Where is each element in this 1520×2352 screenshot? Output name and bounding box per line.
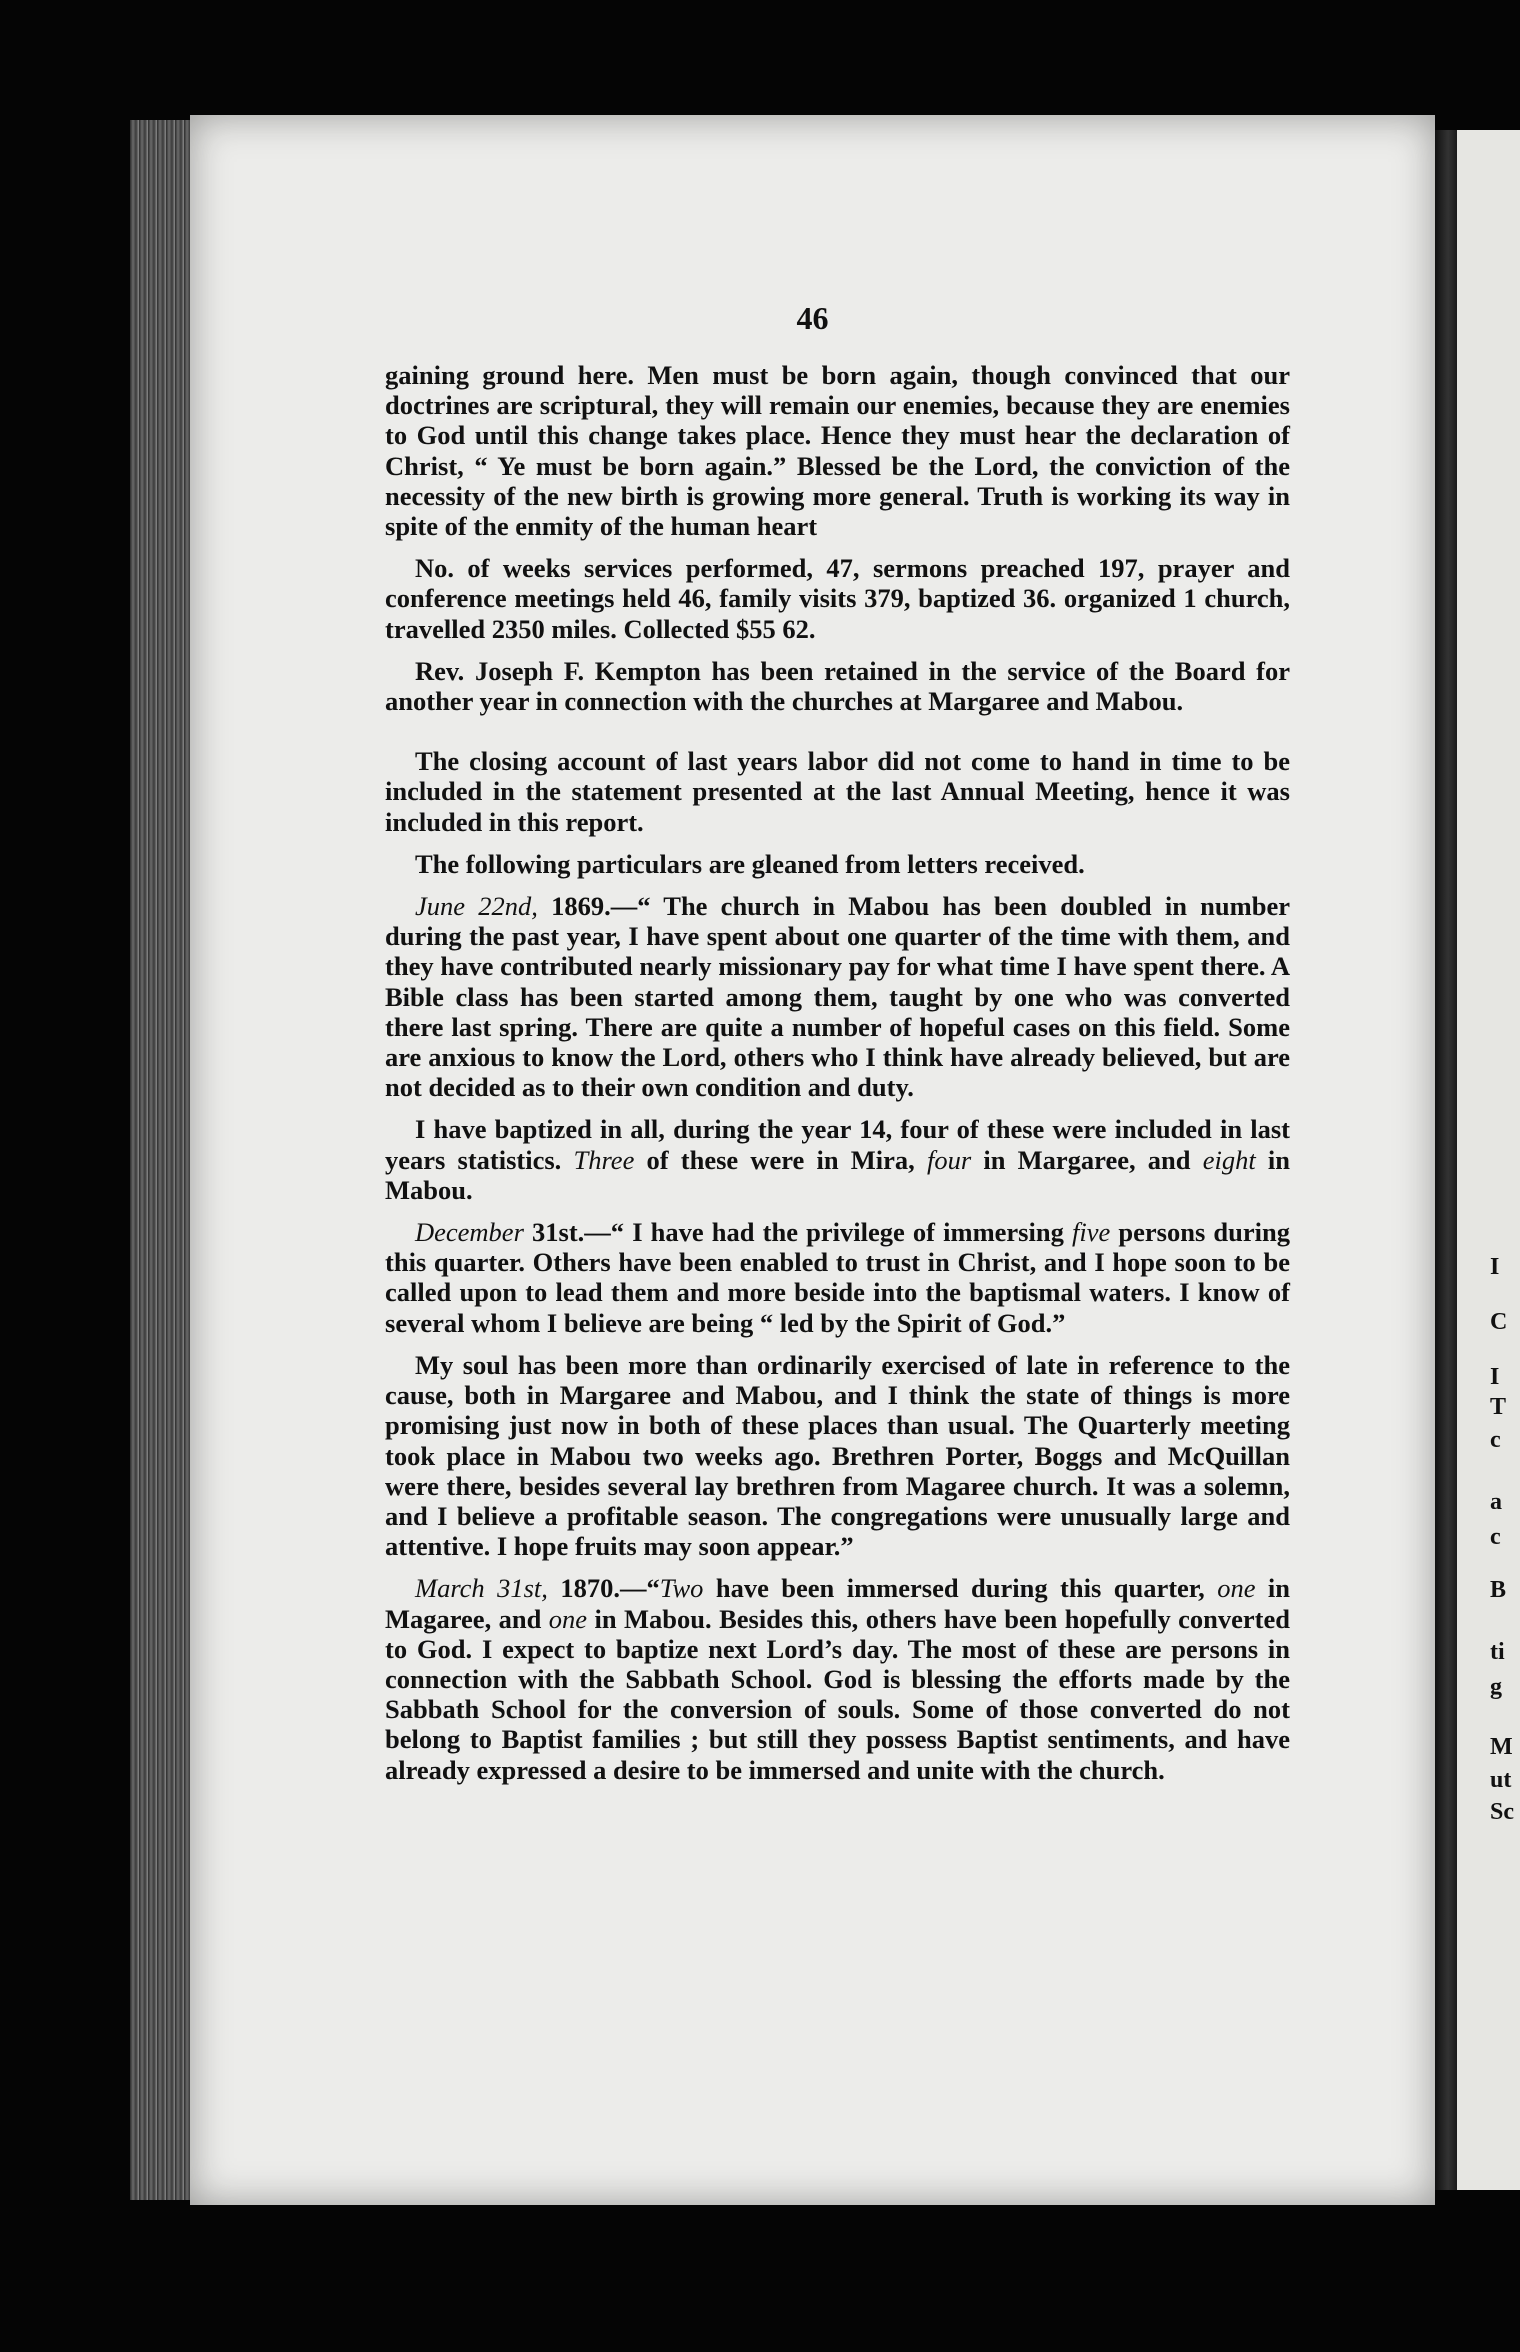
page-text	[385, 360, 1290, 1797]
paragraph: Rev. Joseph F. Kempton has been retained in the service of the Board for another year in connection with the churches at Margaree and Mabou.	[385, 655, 1290, 717]
paragraph: The closing account of last years labor did not come to hand in time to be included in the statement presented at the last Annual Meeting, hence it was included in this report.	[385, 746, 1290, 837]
facing-page-fragment: ti	[1490, 1639, 1505, 1665]
facing-page-fragment: a	[1490, 1489, 1502, 1515]
letter-entry-1: June 22nd, 1869.—“ The church in Mabou has been doubled in number during the past year, I have spent about one quarter of the time with them, and they have contributed nearly missionary pay for what time I have spent there. A Bible class has been started among them, taught by one who was converted there last spring. There are quite a number of hopeful cases on this field. Some are anxious to know the Lord, others who I think have already believed, but are not decided as to their own condition and duty.	[385, 891, 1290, 1103]
page	[190, 115, 1435, 2205]
facing-page-fragment: M	[1490, 1734, 1513, 1760]
entry-date: June 22nd,	[415, 891, 538, 922]
letter-entry-2: December 31st.—“ I have had the privilege of immersing five persons during this quarter. Others have been enabled to trust in Christ, and I hope soon to be called upon to lead them and more beside into the baptismal waters. I know of several whom I believe are being “ led by the Spirit of God.”	[385, 1217, 1291, 1338]
page-number: 46	[796, 300, 829, 336]
facing-page-fragment: B	[1490, 1577, 1507, 1603]
letter-entry-2b: My soul has been more than ordinarily exercised of late in reference to the cause, both in Margaree and Mabou, and I think the state of things is more promising just now in both of these places than usual. The Quarterly meeting took place in Mabou two weeks ago. Brethren Porter, Boggs and McQuillan were there, besides several lay brethren from Magaree church. It was a solemn, and I believe a profitable season. The congregations were unusually large and attentive. I hope fruits may soon appear.”	[385, 1349, 1290, 1562]
paragraph: gaining ground here. Men must be born again, though convinced that our doctrines are scriptural, they will remain our enemies, because they are enemies to God until this change takes place. Hence they must hear the declaration of Christ, “ Ye must be born again.” Blessed be the Lord, the conviction of the necessity of the new birth is growing more general. Truth is working its way in spite of the enmity of the human heart	[385, 360, 1290, 542]
facing-page-fragment: ut	[1490, 1767, 1512, 1793]
facing-page	[1457, 130, 1520, 2190]
facing-page-fragment: Sc	[1490, 1799, 1514, 1825]
facing-page-fragment: g	[1490, 1674, 1502, 1700]
facing-page-fragment: T	[1490, 1394, 1507, 1420]
facing-page-fragment: c	[1490, 1427, 1501, 1453]
book-gutter	[1435, 130, 1457, 2190]
letter-entry-3: March 31st, 1870.—“Two have been immersed during this quarter, one in Magaree, and one in Mabou. Besides this, others have been hopefully converted to God. I expect to baptize next Lord’s day. The most of these are persons in connection with the Sabbath School. God is blessing the efforts made by the Sabbath School for the conversion of souls. Some of those converted do not belong to Baptist families ; but still they possess Baptist sentiments, and have already expressed a desire to be immersed and unite with the church.	[385, 1573, 1291, 1785]
paragraph: No. of weeks services performed, 47, sermons preached 197, prayer and conference meetings held 46, family visits 379, baptized 36. organized 1 church, travelled 2350 miles. Collected $55 62.	[385, 553, 1290, 644]
paragraph: The following particulars are gleaned from letters received.	[415, 848, 1085, 879]
facing-page-fragment: I	[1490, 1254, 1500, 1280]
entry-date: March 31st,	[415, 1573, 548, 1604]
facing-page-fragment: I	[1490, 1364, 1500, 1390]
letter-entry-1b: I have baptized in all, during the year 14, four of these were included in last years statistics. Three of these were in Mira, four in Margaree, and eight in Mabou.	[385, 1114, 1290, 1205]
facing-page-fragment: C	[1490, 1309, 1508, 1335]
facing-page-fragment: c	[1490, 1524, 1501, 1550]
entry-date: December	[415, 1217, 524, 1248]
